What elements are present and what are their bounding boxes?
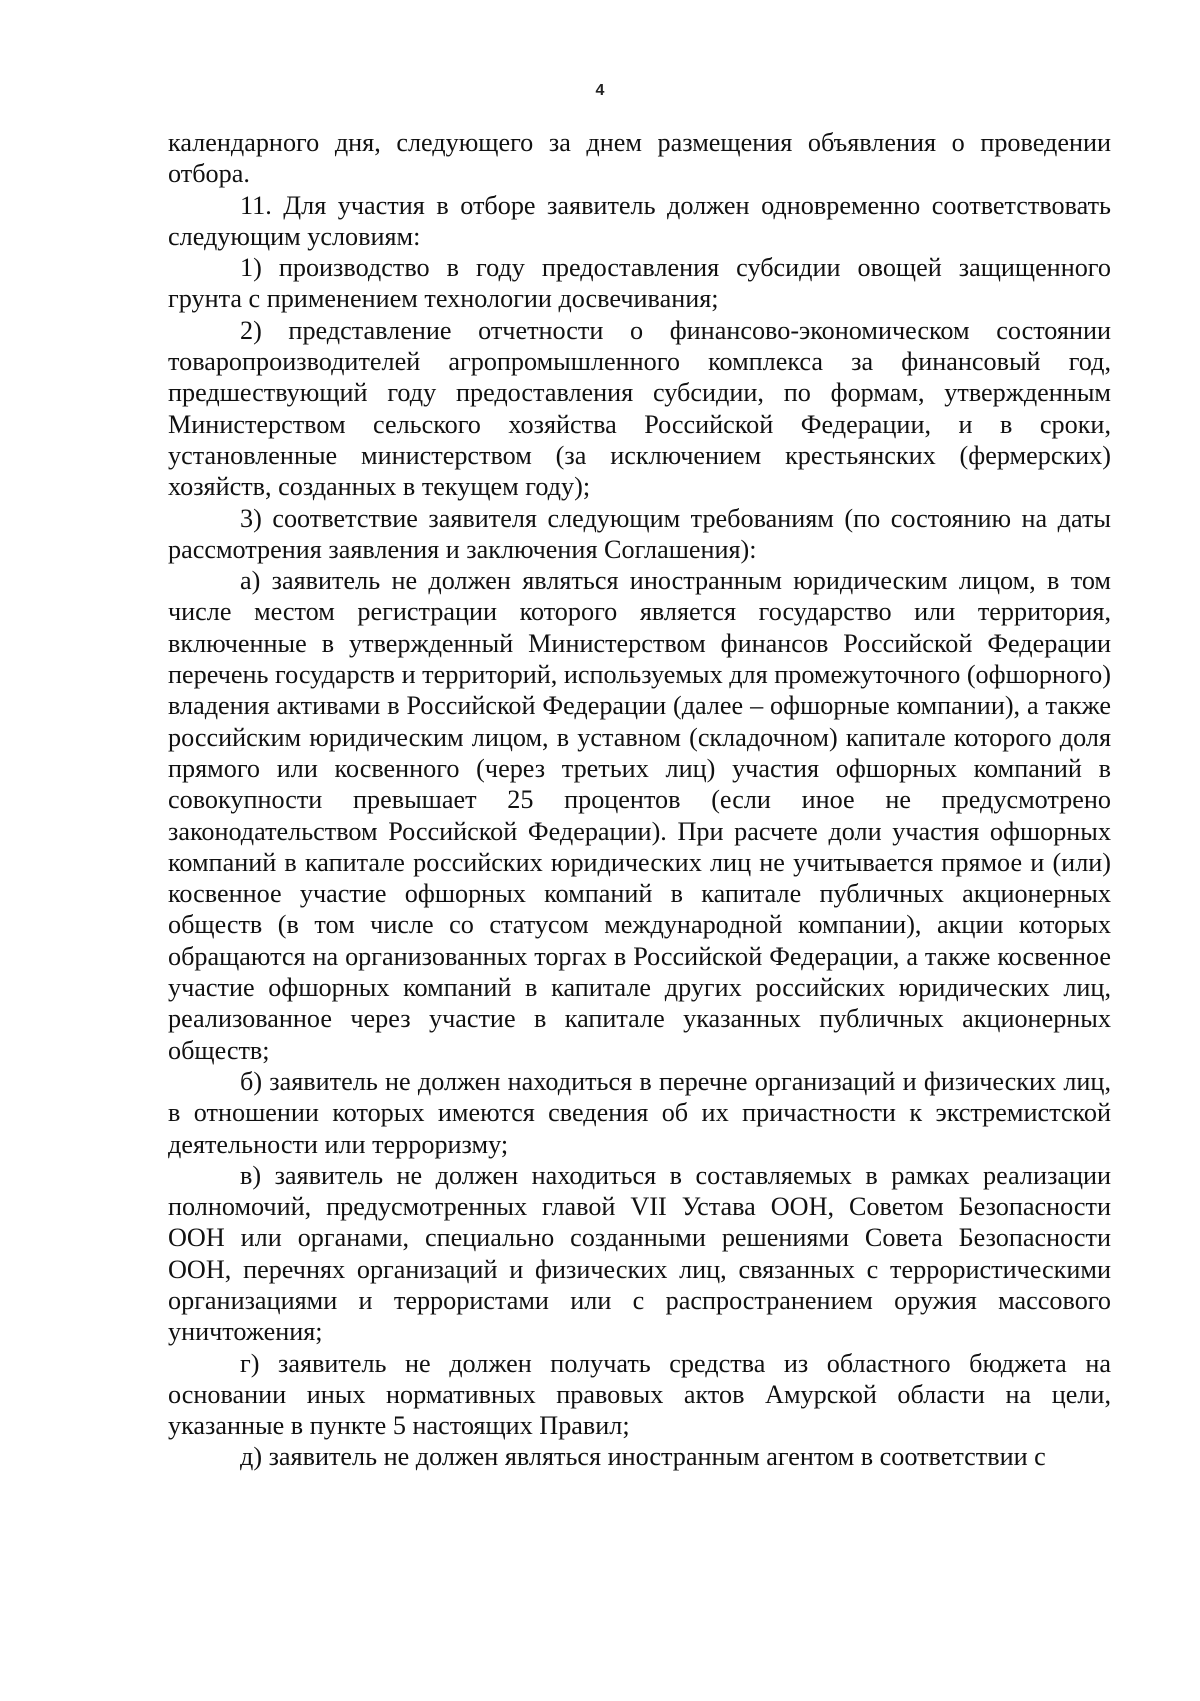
document-body [168,127,1111,1473]
paragraph-condition-1: 1) производство в году предоставления субсидии овощей защищенного грунта с применением технологии досвечивания; [168,253,1111,314]
page-number: 4 [595,82,605,99]
paragraph-condition-3: 3) соответствие заявителя следующим требованиям (по состоянию на даты рассмотрения заявления и заключения Соглашения): [168,503,1111,564]
paragraph-requirement-a: а) заявитель не должен являться иностранным юридическим лицом, в том числе местом регистрации которого является государство или территория, включенные в утвержденный Министерством финансов Российской Федерации перечень государств и территорий, используемых для промежуточного (офшорного) владения активами в Российской Федерации (далее – офшорные компании), а также российским юридическим лицом, в уставном (складочном) капитале которого доля прямого или косвенного (через третьих лиц) участия офшорных компаний в совокупности превышает 25 процентов (если иное не предусмотрено законодательством Российской Федерации). При расчете доли участия офшорных компаний в капитале российских юридических лиц не учитывается прямое и (или) косвенное участие офшорных компаний в капитале публичных акционерных обществ (в том числе со статусом международной компании), акции которых обращаются на организованных торгах в Российской Федерации, а также косвенное участие офшорных компаний в капитале других российских юридических лиц, реализованное через участие в капитале указанных публичных акционерных обществ; [168,566,1111,1065]
paragraph-clause-11: 11. Для участия в отборе заявитель должен одновременно соответствовать следующим условиям: [168,190,1111,251]
paragraph-continuation: календарного дня, следующего за днем размещения объявления о проведении отбора. [168,128,1111,189]
paragraph-condition-2: 2) представление отчетности о финансово-экономическом состоянии товаропроизводителей агропромышленного комплекса за финансовый год, предшествующий году предоставления субсидии, по формам, утвержденным Министерством сельского хозяйства Российской Федерации, и в сроки, установленные министерством (за исключением крестьянских (фермерских) хозяйств, созданных в текущем году); [168,315,1111,502]
paragraph-requirement-d: д) заявитель не должен являться иностранным агентом в соответствии с [240,1442,1046,1472]
paragraph-requirement-v: в) заявитель не должен находиться в составляемых в рамках реализации полномочий, предусмотренных главой VII Устава ООН, Советом Безопасности ООН или органами, специально созданными решениями Совета Безопасности ООН, перечнях организаций и физических лиц, связанных с террористическими организациями и террористами или с распространением оружия массового уничтожения; [168,1160,1111,1347]
paragraph-requirement-g: г) заявитель не должен получать средства из областного бюджета на основании иных нормативных правовых актов Амурской области на цели, указанные в пункте 5 настоящих Правил; [168,1348,1111,1441]
paragraph-requirement-b: б) заявитель не должен находиться в перечне организаций и физических лиц, в отношении которых имеются сведения об их причастности к экстремистской деятельности или терроризму; [168,1066,1111,1159]
